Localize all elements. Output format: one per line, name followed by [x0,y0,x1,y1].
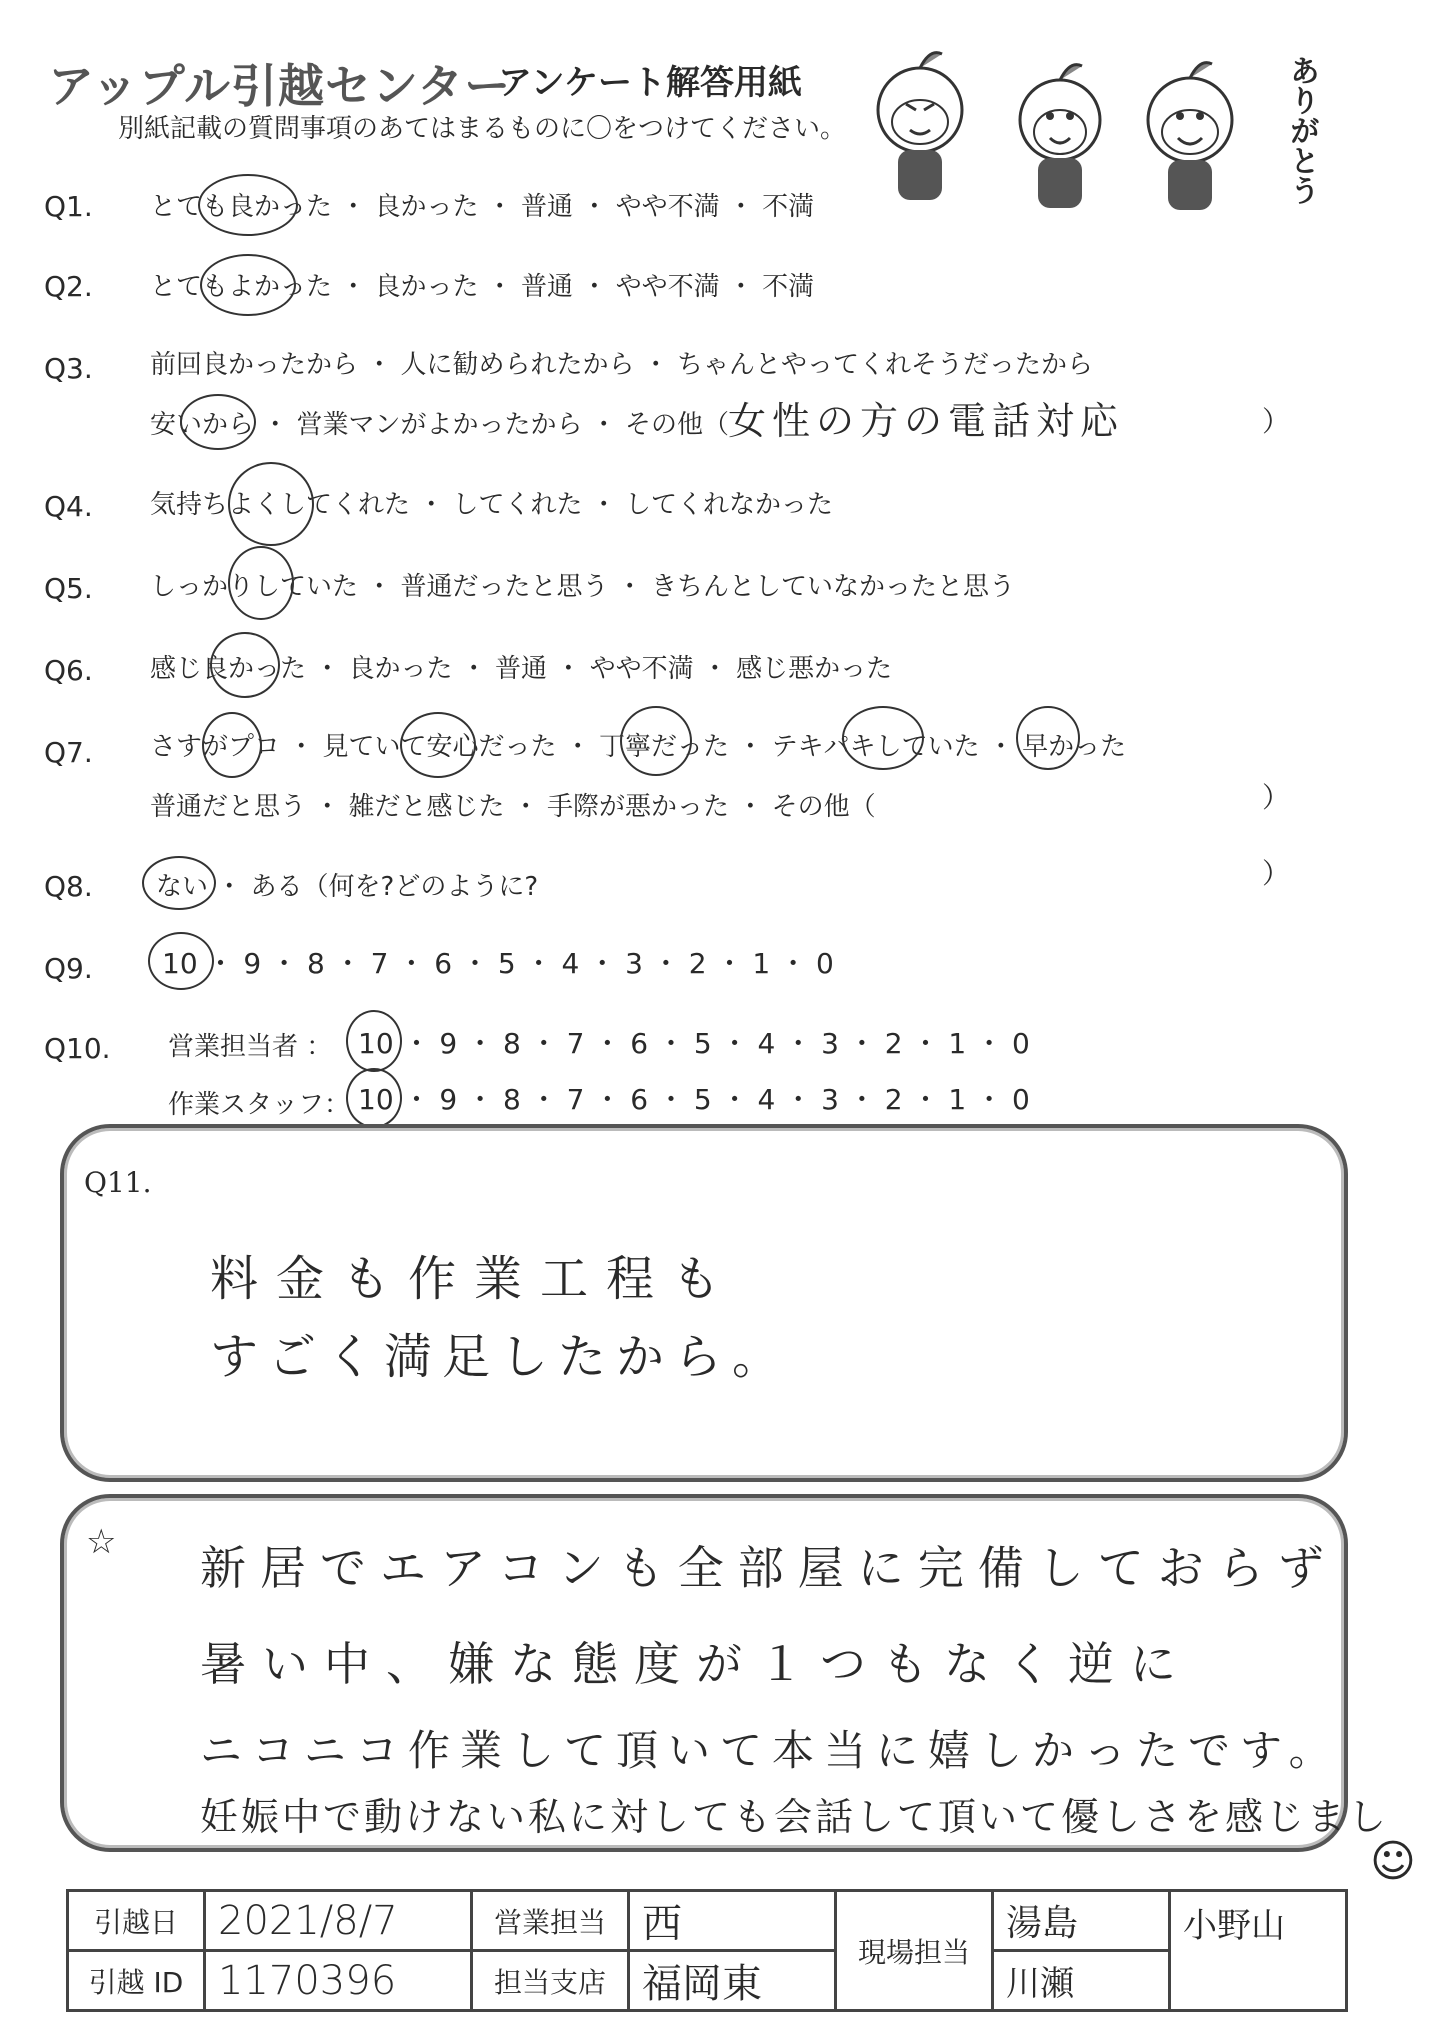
q8-number: Q8. [44,870,93,903]
smiley-icon: ☺ [1370,1836,1416,1887]
q7-answer-circle-3 [620,706,692,776]
q5-options: しっかりしていた ・ 普通だったと思う ・ きちんとしていなかったと思う [150,572,1016,602]
q4-number: Q4. [44,490,93,523]
sales-label: 営業担当 [472,1891,629,1951]
q10-sales-scale: 10 ・ 9 ・ 8 ・ 7 ・ 6 ・ 5 ・ 4 ・ 3 ・ 2 ・ 1 ・ 0 [358,1027,1030,1060]
document-title: アンケート解答用紙 [498,63,802,103]
footer-table [66,1889,1348,2012]
q9-answer-circle [148,932,214,990]
q9-number: Q9. [44,952,93,985]
q10-sales-label: 営業担当者 ： [168,1032,333,1062]
site-staff-3: 川瀬 [993,1951,1170,2011]
q2-number: Q2. [44,270,93,303]
branch-label: 担当支店 [472,1951,629,2011]
q5-answer-circle [228,546,294,620]
site-staff-1: 湯島 [993,1891,1170,1951]
q3-other-answer: 女性の方の電話対応 [728,399,1125,443]
comment-line2: 暑い中、嫌な態度が１つもなく逆に [200,1637,1192,1691]
q3-options-line2: 安いから ・ 営業マンがよかったから ・ その他（ [150,410,730,440]
q8-options: ない ・ ある（何を?どのように? [156,872,539,902]
site-label: 現場担当 [836,1891,993,2011]
comment-line4: 妊娠中で動けない私に対しても会話して頂いて優しさを感じまし [200,1795,1390,1839]
q7-answer-circle-2 [400,712,476,778]
q7-number: Q7. [44,736,93,769]
star-icon: ☆ [86,1522,117,1562]
q4-options: 気持ちよくしてくれた ・ してくれた ・ してくれなかった [150,490,834,520]
q11-label: Q11. [84,1166,152,1199]
q6-answer-circle [210,632,280,698]
q6-number: Q6. [44,654,93,687]
q7-close-paren: ） [1262,781,1291,814]
q8-answer-circle [142,856,216,910]
q3-number: Q3. [44,352,93,385]
q6-options: 感じ良かった ・ 良かった ・ 普通 ・ やや不満 ・ 感じ悪かった [150,654,893,684]
q1-options: とても良かった ・ 良かった ・ 普通 ・ やや不満 ・ 不満 [150,192,815,222]
move-date-label: 引越日 [68,1891,205,1951]
q1-number: Q1. [44,190,93,223]
mascot-2 [1020,65,1100,208]
q5-number: Q5. [44,572,93,605]
q11-answer-line2: すごく満足したから。 [210,1329,791,1385]
q2-options: とてもよかった ・ 良かった ・ 普通 ・ やや不満 ・ 不満 [150,272,815,302]
brand-name: アップル引越センター [48,59,512,113]
q10-staff-label: 作業スタッフ： [168,1090,351,1120]
q7-answer-circle-5 [1016,706,1080,770]
q7-answer-circle-1 [202,712,262,778]
comment-line3: ニコニコ作業して頂いて本当に嬉しかったです。 [200,1726,1341,1775]
site-staff-2: 小野山 [1170,1891,1347,2011]
q1-answer-circle [198,174,298,236]
q7-answer-circle-4 [842,706,924,770]
q3-options-line1: 前回良かったから ・ 人に勧められたから ・ ちゃんとやってくれそうだったから [150,350,1094,380]
q7-options-line1: さすがプロ ・ 見ていて安心だった ・ 丁寧だった ・ テキパキしていた ・ 早かった [150,732,1127,762]
instruction-text: 別紙記載の質問事項のあてはまるものに〇をつけてください。 [118,114,847,144]
move-id-label: 引越 ID [68,1951,205,2011]
q11-answer-line1: 料金も作業工程も [210,1251,739,1307]
q10-sales-answer-circle [346,1010,402,1072]
q7-options-line2: 普通だと思う ・ 雑だと感じた ・ 手際が悪かった ・ その他（ [150,792,876,822]
branch-value: 福岡東 [629,1951,836,2011]
q2-answer-circle [200,254,296,316]
q8-close-paren: ） [1262,857,1291,890]
q10-staff-scale: 10 ・ 9 ・ 8 ・ 7 ・ 6 ・ 5 ・ 4 ・ 3 ・ 2 ・ 1 ・ 0 [358,1083,1030,1116]
move-date-value: 2021/8/7 [205,1891,472,1951]
q10-staff-answer-circle [346,1068,402,1128]
q3-answer-circle [180,394,256,450]
q4-answer-circle [228,462,314,546]
comment-line1: 新居でエアコンも全部屋に完備しておらず [200,1541,1338,1595]
mascot-3 [1148,63,1232,210]
mascot-1 [878,53,962,200]
move-id-value: 1170396 [205,1951,472,2011]
sales-value: 西 [629,1891,836,1951]
mascot-illustration [860,40,1320,220]
q3-close-paren: ） [1262,405,1291,438]
q9-scale: 10 ・ 9 ・ 8 ・ 7 ・ 6 ・ 5 ・ 4 ・ 3 ・ 2 ・ 1 ・ 0 [162,947,834,980]
thanks-text: ありがとう [1284,55,1319,205]
q10-number: Q10. [44,1032,111,1065]
